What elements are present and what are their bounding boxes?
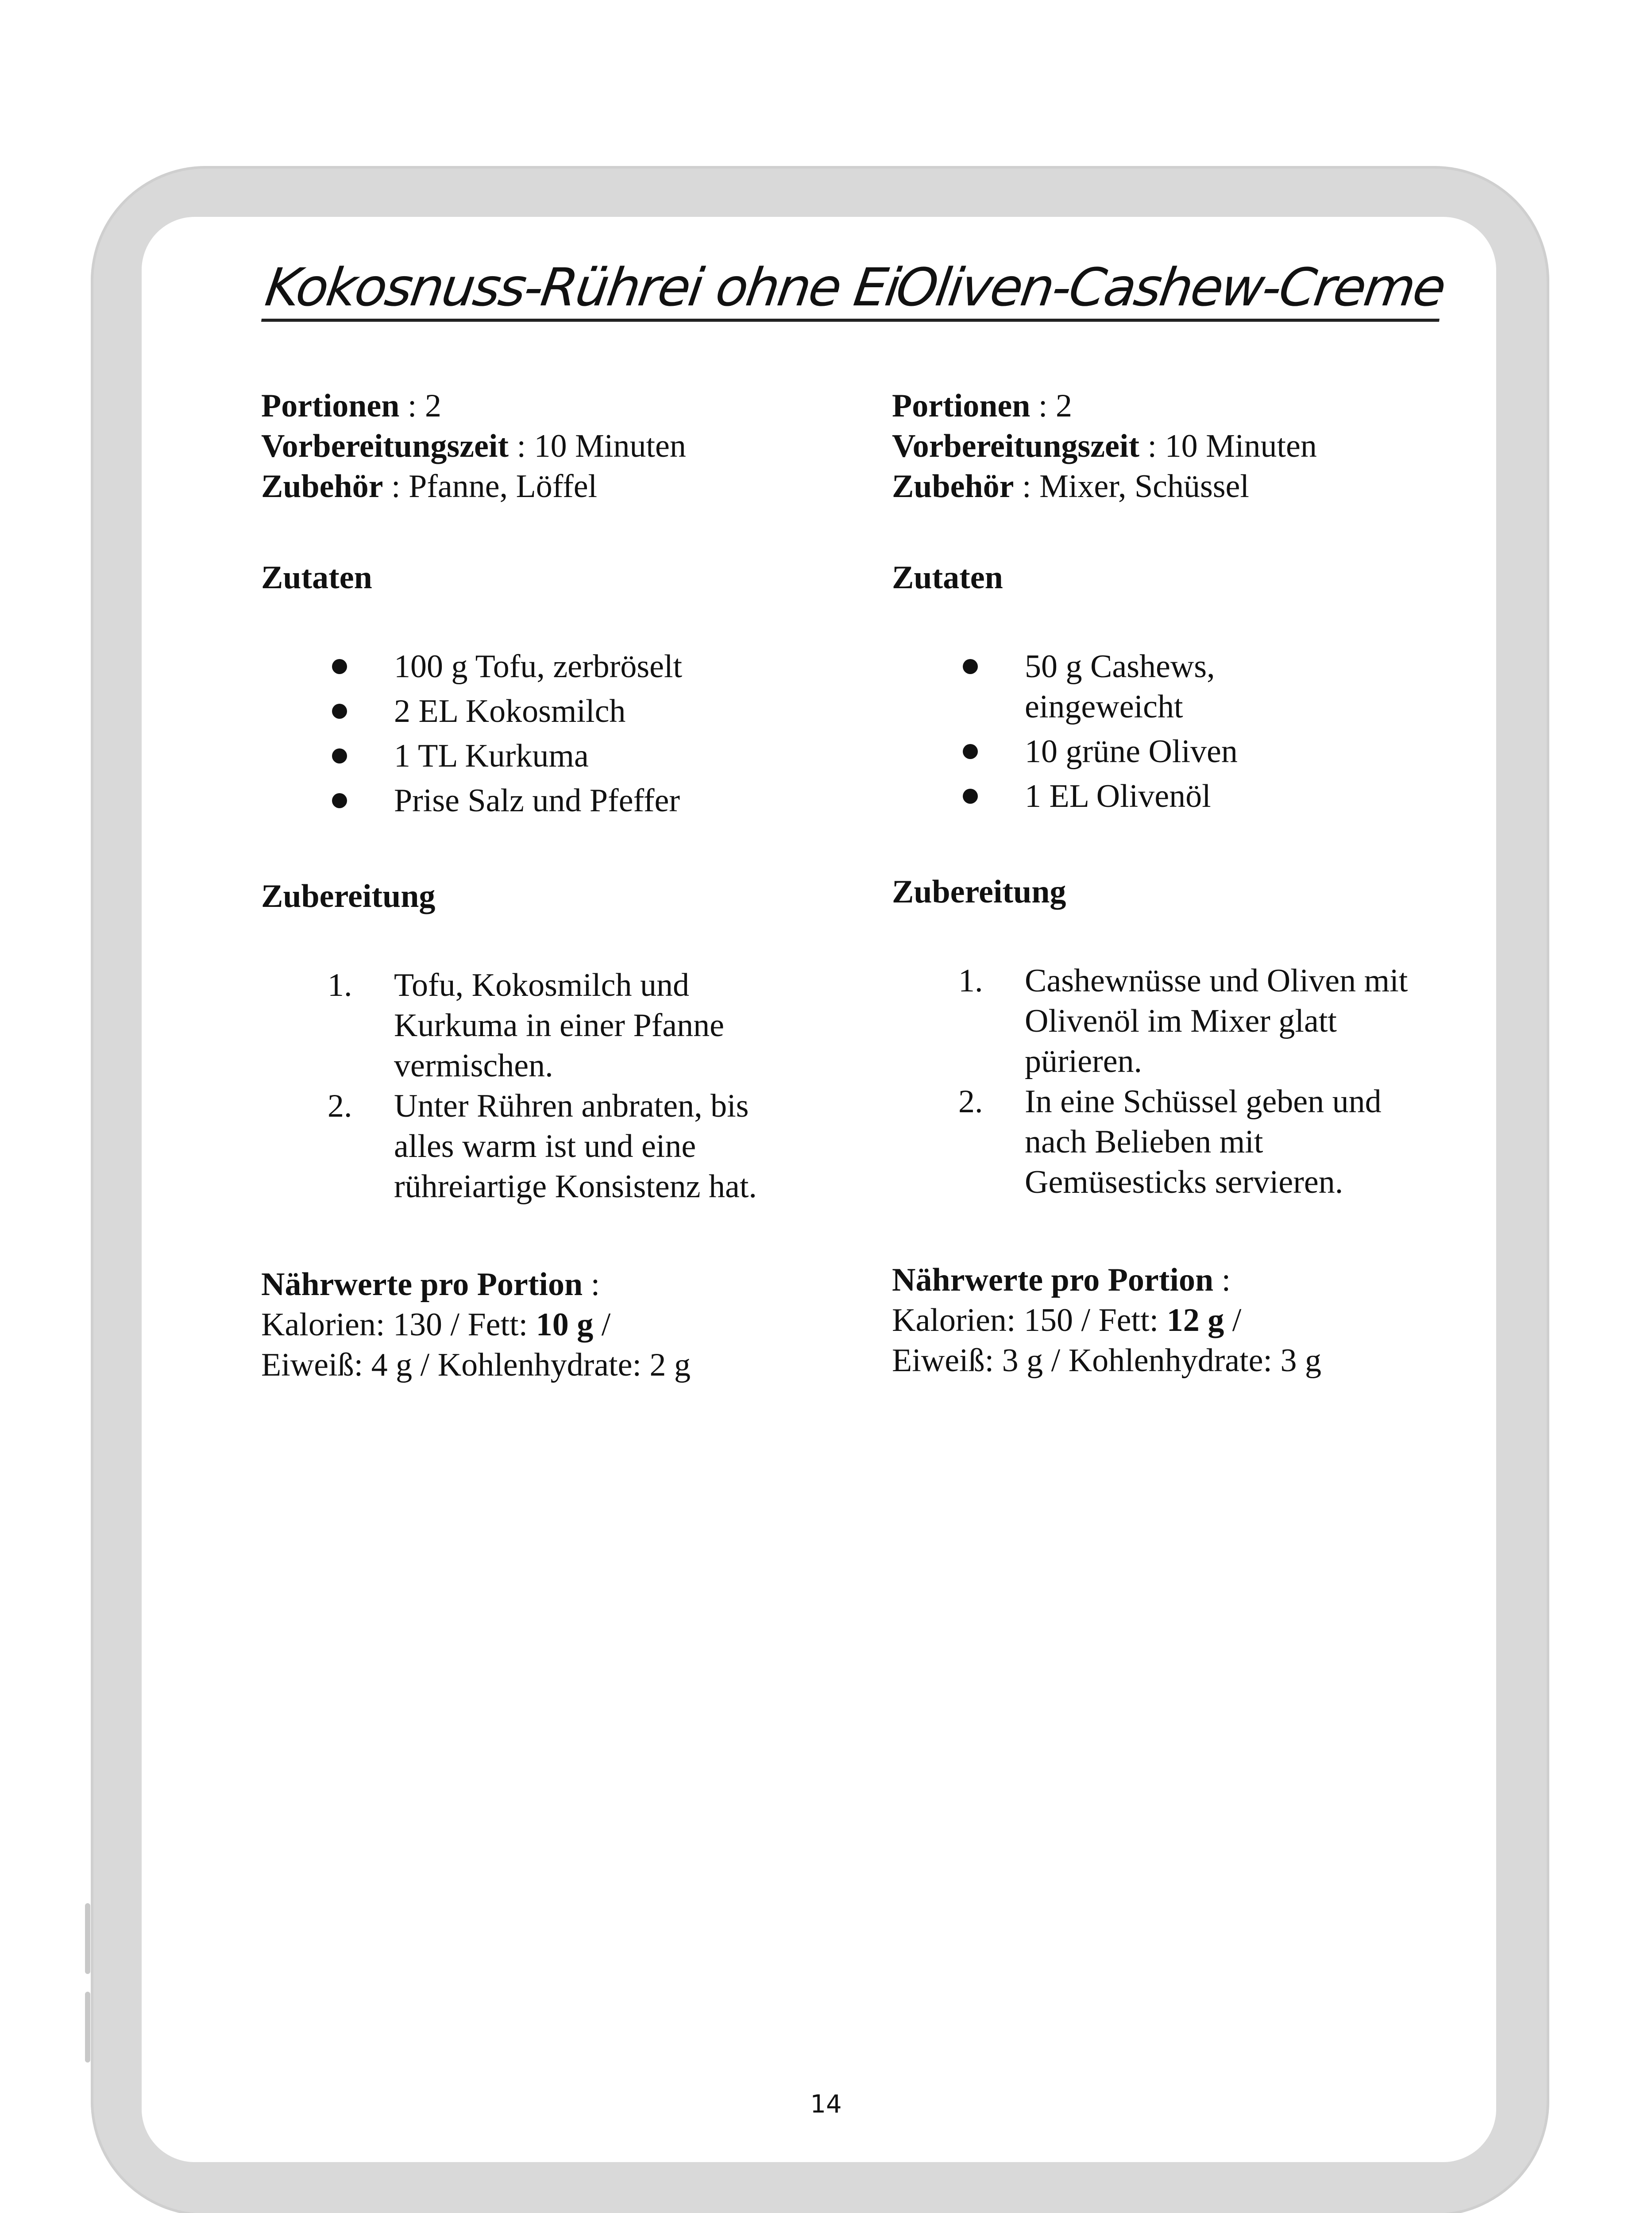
prep-time-value: 10 Minuten — [534, 428, 686, 464]
tablet-side-button — [85, 1903, 90, 1974]
preparation-heading: Zubereitung — [892, 874, 1066, 910]
list-item — [892, 1082, 1445, 1203]
ingredient-text: 50 g Cashews, eingeweicht — [1025, 648, 1215, 725]
nutrition-heading-row — [261, 1265, 814, 1305]
ingredients-heading: Zutaten — [892, 559, 1003, 596]
equipment-value: Mixer, Schüssel — [1039, 468, 1249, 505]
ingredient-text: 10 grüne Oliven — [1025, 733, 1238, 770]
ingredients-heading: Zutaten — [261, 559, 372, 596]
ingredients-list — [261, 647, 814, 821]
meta-separator: : — [1014, 468, 1040, 505]
nutrition-heading-row — [892, 1260, 1445, 1300]
ingredient-text: 2 EL Kokosmilch — [394, 693, 626, 729]
ingredient-text: 100 g Tofu, zerbröselt — [394, 648, 683, 685]
prep-time-row — [892, 426, 1445, 467]
recipe-title: Kokosnuss-Rührei ohne Ei — [261, 261, 902, 322]
equipment-value: Pfanne, Löffel — [409, 468, 598, 505]
prep-time-label: Vorbereitungszeit — [261, 428, 509, 464]
servings-value: 2 — [1055, 388, 1072, 424]
step-text: In eine Schüssel geben und nach Belieben mit Gemüsesticks servieren. — [1025, 1083, 1382, 1200]
list-item — [892, 647, 1445, 727]
steps-list — [892, 961, 1445, 1203]
list-item — [261, 647, 814, 687]
prep-time-value: 10 Minuten — [1165, 428, 1317, 464]
nutrition-heading: Nährwerte pro Portion — [892, 1262, 1214, 1298]
equipment-row — [261, 467, 814, 507]
step-number: 1. — [328, 967, 352, 1003]
nutrition-line-1 — [261, 1305, 814, 1345]
fat-suffix: / — [1224, 1302, 1242, 1338]
ingredient-text: 1 TL Kurkuma — [394, 738, 589, 774]
prep-time-label: Vorbereitungszeit — [892, 428, 1140, 464]
nutrition-block — [261, 1265, 814, 1385]
nutrition-heading-suffix: : — [583, 1266, 600, 1303]
tablet-side-button — [85, 1992, 90, 2063]
step-text: Unter Rühren anbraten, bis alles warm ist und eine rühreiartige Konsistenz hat. — [394, 1088, 757, 1205]
servings-value: 2 — [425, 388, 441, 424]
calories-fat-label: Kalorien: 130 / Fett: — [261, 1307, 536, 1343]
recipe-column-left — [261, 257, 903, 1385]
step-text: Tofu, Kokosmilch und Kurkuma in einer Pfanne vermischen. — [394, 967, 724, 1084]
bullet-icon — [963, 744, 978, 759]
equipment-label: Zubehör — [261, 468, 383, 505]
equipment-row — [892, 467, 1445, 507]
equipment-label: Zubehör — [892, 468, 1014, 505]
bullet-icon — [332, 748, 347, 763]
nutrition-heading: Nährwerte pro Portion — [261, 1266, 583, 1303]
list-item — [261, 691, 814, 732]
step-text: Cashewnüsse und Oliven mit Olivenöl im Mixer glatt pürieren. — [1025, 963, 1408, 1080]
list-item — [892, 776, 1445, 817]
meta-separator: : — [1139, 428, 1165, 464]
bullet-icon — [963, 659, 978, 674]
meta-separator: : — [399, 388, 425, 424]
list-item — [261, 1086, 814, 1207]
servings-row — [892, 386, 1445, 426]
step-number: 1. — [958, 963, 983, 999]
bullet-icon — [332, 793, 347, 808]
list-item — [892, 732, 1445, 772]
meta-separator: : — [509, 428, 534, 464]
ingredient-text: 1 EL Olivenöl — [1025, 778, 1211, 814]
prep-time-row — [261, 426, 814, 467]
ingredients-list — [892, 647, 1445, 817]
page-number: 14 — [810, 2090, 842, 2119]
recipe-column-right — [892, 257, 1448, 1381]
ingredient-text: Prise Salz und Pfeffer — [394, 783, 680, 819]
bullet-icon — [332, 659, 347, 674]
meta-separator: : — [383, 468, 409, 505]
bullet-icon — [332, 704, 347, 719]
fat-value: 12 g — [1166, 1302, 1224, 1338]
recipe-meta — [892, 386, 1445, 507]
nutrition-heading-suffix: : — [1213, 1262, 1231, 1298]
nutrition-line-2: Eiweiß: 4 g / Kohlenhydrate: 2 g — [261, 1347, 691, 1383]
nutrition-block — [892, 1260, 1445, 1381]
calories-fat-label: Kalorien: 150 / Fett: — [892, 1302, 1167, 1338]
steps-list — [261, 965, 814, 1207]
fat-suffix: / — [593, 1307, 611, 1343]
list-item — [261, 781, 814, 821]
nutrition-line-1 — [892, 1300, 1445, 1341]
recipe-title: Oliven-Cashew-Creme — [892, 261, 1447, 322]
list-item — [261, 965, 814, 1086]
servings-label: Portionen — [892, 388, 1031, 424]
recipe-meta — [261, 386, 814, 507]
list-item — [892, 961, 1445, 1082]
meta-separator: : — [1030, 388, 1056, 424]
servings-row — [261, 386, 814, 426]
preparation-heading: Zubereitung — [261, 878, 436, 914]
nutrition-line-2: Eiweiß: 3 g / Kohlenhydrate: 3 g — [892, 1342, 1322, 1379]
list-item — [261, 736, 814, 776]
step-number: 2. — [328, 1088, 352, 1124]
bullet-icon — [963, 789, 978, 804]
servings-label: Portionen — [261, 388, 400, 424]
fat-value: 10 g — [536, 1307, 594, 1343]
step-number: 2. — [958, 1083, 983, 1120]
